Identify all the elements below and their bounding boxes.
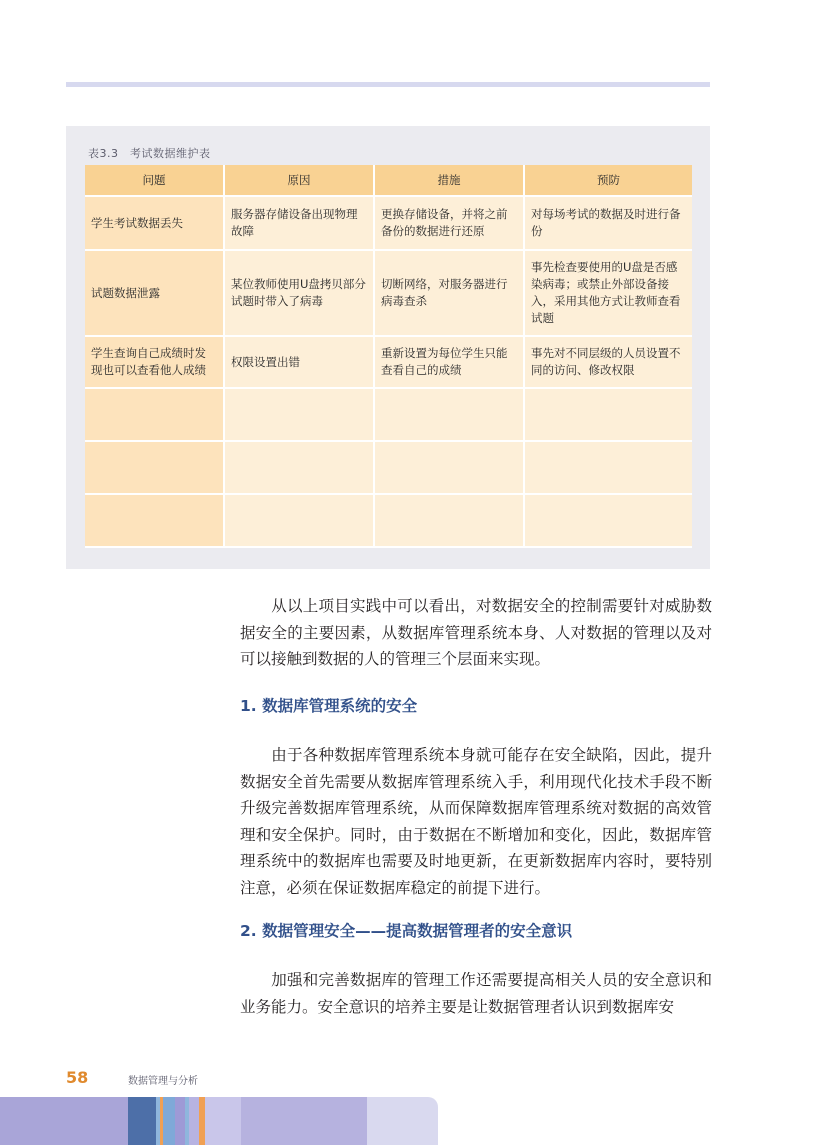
table-cell: 权限设置出错 [224, 336, 374, 388]
footer-decorative-band [0, 1097, 438, 1145]
body-paragraph-awareness: 加强和完善数据库的管理工作还需要提高相关人员的安全意识和业务能力。安全意识的培养主要是让数据管理者认识到数据库安 [240, 971, 712, 1016]
body-paragraph-dbms: 由于各种数据库管理系统本身就可能存在安全缺陷，因此，提升数据安全首先需要从数据库管理系统入手，利用现代化技术手段不断升级完善数据库管理系统，从而保障数据库管理系统对数据的高效管理和安全保护。同时，由于数据在不断增加和变化，因此，数据库管理系统中的数据库也需要及时地更新，在更新数据库内容时，要特别注意，必须在保证数据库稳定的前提下进行。 [240, 746, 712, 897]
section-heading-dbms-security: 1. 数据库管理系统的安全 [240, 697, 418, 715]
table-row-empty [85, 388, 692, 441]
header-cause: 原因 [224, 165, 374, 196]
table-cell: 更换存储设备，并将之前备份的数据进行还原 [374, 196, 524, 250]
table-cell: 服务器存储设备出现物理故障 [224, 196, 374, 250]
body-paragraph-summary: 从以上项目实践中可以看出，对数据安全的控制需要针对威胁数据安全的主要因素，从数据库管理系统本身、人对数据的管理以及对可以接触到数据的人的管理三个层面来实现。 [240, 597, 712, 668]
running-book-title: 数据管理与分析 [128, 1076, 198, 1087]
table-cell: 试题数据泄露 [85, 250, 224, 336]
table-cell: 某位教师使用U盘拷贝部分试题时带入了病毒 [224, 250, 374, 336]
table-row [85, 196, 692, 250]
section-heading-data-management: 2. 数据管理安全——提高数据管理者的安全意识 [240, 922, 573, 940]
table-cell: 重新设置为每位学生只能查看自己的成绩 [374, 336, 524, 388]
table-row [85, 250, 692, 336]
table-row [85, 336, 692, 388]
page-number: 58 [66, 1068, 89, 1087]
table-cell: 切断网络，对服务器进行病毒查杀 [374, 250, 524, 336]
table-header-row [85, 165, 692, 196]
table-row-empty [85, 441, 692, 494]
top-decorative-rule [66, 82, 710, 87]
table-cell: 事先检查要使用的U盘是否感染病毒；或禁止外部设备接入，采用其他方式让教师查看试题 [524, 250, 692, 336]
table-cell: 事先对不同层级的人员设置不同的访问、修改权限 [524, 336, 692, 388]
table-cell: 对每场考试的数据及时进行备份 [524, 196, 692, 250]
table-row-empty [85, 494, 692, 547]
header-prevention: 预防 [524, 165, 692, 196]
table-caption: 表3.3 考试数据维护表 [88, 147, 211, 160]
header-measure: 措施 [374, 165, 524, 196]
exam-data-maintenance-table [85, 165, 692, 548]
table-cell: 学生考试数据丢失 [85, 196, 224, 250]
header-problem: 问题 [85, 165, 224, 196]
table-cell: 学生查询自己成绩时发现也可以查看他人成绩 [85, 336, 224, 388]
